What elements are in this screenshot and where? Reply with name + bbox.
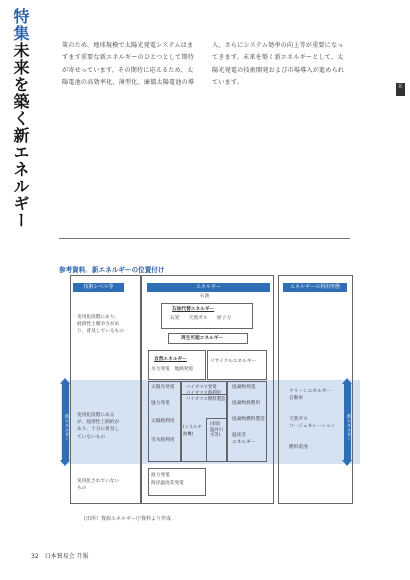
feature-label: 特集 [11,8,30,42]
page-footer: 32 日本貿易会 月報 [31,553,89,560]
arrow-up-icon [60,378,70,384]
fuel-cell: 燃料電池 [289,445,308,450]
source-note: (出所）資源エネルギー庁資料より作成 [84,516,171,522]
text-line: 入、さらにシステム効率の向上等が重要になっ [212,42,344,49]
biomass-list: バイオマス発電 バイオマス熱利用 バイオマス燃料製造 [186,385,226,402]
heat-utilization-label: (ミネルギ 熱機) [183,424,202,437]
tech-level-column [70,275,142,504]
wave-power: 波力発電 [151,473,170,478]
header-tech-level: 技術レベル等 [73,283,124,292]
arrow-down-icon [342,460,352,466]
temp-diff: 温度差 エネルギー [232,433,256,446]
text-line: ています。 [212,79,243,87]
text-line: てきます。未来を築く新エネルギーとして、太 [212,54,344,62]
note-not-practical: 実用化されていない もの [77,479,120,492]
article-column-2 [212,40,390,90]
solar-power: 太陽光発電 [151,385,175,390]
note-limited: 実用化段階にある が、経済性上制約が あり、十分に普及し ていないもの [77,413,120,440]
header-usage: エネルギーの利用形態 [283,283,347,292]
text-line: 策のため、地球規模で太陽光発電システムはま [62,42,194,49]
arrow-down-icon [60,460,70,466]
section-divider [59,238,350,239]
text-line: すます重要な新エネルギーのひとつとして期待 [62,54,195,62]
note-widespread: 実用化段階にあり、 経済性上競争力があ り、普及しているもの [77,315,124,335]
text-line: が寄せっています。その期待に応えるため、太 [62,66,194,74]
waste-fuel: 廃棄物燃料製造 [232,417,265,422]
waste-heat: 廃棄物熱利用 [232,401,261,406]
new-energy-arrow-right: 新エネルギー [344,384,351,460]
end-mark: 記 [396,83,405,96]
natural-gas-cogeneration: 天然ガス コージェネレーション [289,417,336,430]
unused-energy-source: (果海 温河川 水等) [210,422,223,438]
header-energy: エネルギー [147,283,270,292]
arrow-up-icon [342,378,352,384]
natural-energy-items: 水力発電 地熱発電 [151,367,194,372]
feature-title [9,8,31,229]
clean-energy-vehicle: クリーンエネルギー 自動車 [289,389,332,402]
natural-energy-label: 自然エネルギー [154,357,187,362]
wind-power: 風力発電 [151,401,170,406]
oil-alternative-label: 石油代替エネルギー [172,307,215,312]
feature-main-title: 未来を築く新エネルギー [11,42,30,229]
waste-power: 廃棄物発電 [232,385,256,390]
oil-alternative-items: 石炭 天然ガス 原子力 [170,316,231,321]
oil-label: 石油 [200,294,210,299]
snow-ice-heat: 雪氷熱利用 [151,438,175,443]
article-column-1 [62,40,202,90]
new-energy-arrow-left: 新エネルギー [62,384,69,460]
ocean-thermal: 海洋温度差発電 [151,481,184,486]
recycle-energy-label: リサイクルエネルギー [210,359,257,364]
solar-heat: 太陽熱利用 [151,419,175,424]
text-line: 陽電池の高効率化、薄型化、廉價太陽電池の導 [62,79,195,87]
chart-title: 参考資料．新エネルギーの位置付け [59,266,165,274]
renewable-label: 再生可能エネルギー [181,336,224,341]
text-line: 陽光発電の技術開発および市場導入が進められ [212,66,345,74]
natural-energy-box [148,350,206,380]
